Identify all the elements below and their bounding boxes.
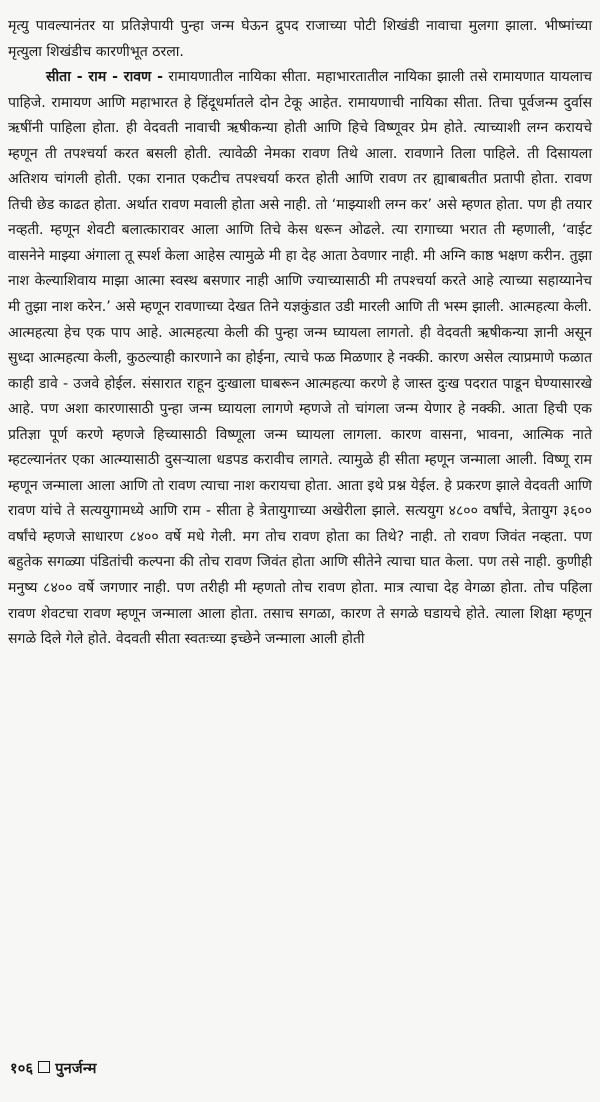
section-heading: सीता - राम - रावण - (46, 69, 163, 86)
square-bullet-icon (38, 1061, 50, 1073)
page-footer (10, 1058, 97, 1078)
paragraph-body: रामायणातील नायिका सीता. महाभारतातील नायिका झाली तसे रामायणात यायलाच पाहिजे. रामायण आणि महाभारत हे हिंदूधर्मातले दोन टेकू आहेत. रामायणाची नायिका सीता. तिचा पूर्वजन्म दुर्वास ऋषींनी पाहिला होता. ही वेदवती नावाची ऋषीकन्या होती आणि हिचे विष्णूवर प्रेम होते. त्याच्याशी लग्न करायचे म्हणून ती तपश्चर्या करत बसली होती. त्यावेळी नेमका रावण तिथे आला. रावणाने तिला पाहिले. ती दिसायला अतिशय चांगली होती. एका रानात एकटीच तपश्चर्या करत होती आणि रावण तर ह्याबाबतीत प्रतापी होता. रावण तिची छेड काढत होता. अर्थात रावण मवाली होता असे नाही. तो ‘माझ्याशी लग्न कर’ असे म्हणत होता. पण ही तयार नव्हती. म्हणून शेवटी बलात्कारावर आला आणि तिचे केस धरून ओढले. त्या रागाच्या भरात ती म्हणाली, ‘वाईट वासनेने माझ्या अंगाला तू स्पर्श केला आहेस त्यामुळे मी हा देह आता ठेवणार नाही. मी अग्नि काष्ठ भक्षण करीन. तुझा नाश केल्याशिवाय माझा आत्मा स्वस्थ बसणार नाही आणि ज्याच्यासाठी मी तपश्चर्या करते आहे त्याच्या सहाय्यानेच मी तुझा नाश करेन.’ असे म्हणून रावणाच्या देखत तिने यज्ञकुंडात उडी मारली आणि ती भस्म झाली. आत्महत्या केली. आत्महत्या हेच एक पाप आहे. आत्महत्या केली की पुन्हा जन्म घ्यायला लागतो. ही वेदवती ऋषीकन्या ज्ञानी असून सुध्दा आत्महत्या केली, कुठल्याही कारणाने का होईना, त्याचे फळ मिळणार हे नक्की. कारण असेल त्याप्रमाणे फळात काही डावे - उजवे होईल. संसारात राहून दुःखाला घाबरून आत्महत्या करणे हे जास्त दुःख पदरात पाडून घेण्यासारखे आहे. पण अशा कारणासाठी पुन्हा जन्म घ्यायला लागणे म्हणजे तो चांगला जन्म येणार हे नक्की. आता हिची एक प्रतिज्ञा पूर्ण करणे म्हणजे हिच्यासाठी विष्णूला जन्म घ्यायला लागला. कारण वासना, भावना, आत्मिक नाते म्हटल्यानंतर एका आत्म्यासाठी दुसऱ्याला धडपड करावीच लागते. त्यामुळे ही सीता म्हणून जन्माला आली. विष्णू राम म्हणून जन्माला आला आणि तो रावण त्याचा नाश करायचा होता. आता इथे प्रश्न येईल. हे प्रकरण झाले वेदवती आणि रावण यांचे ते सत्ययुगामध्ये आणि राम - सीता हे त्रेतायुगाच्या अखेरीला झाले. सत्ययुग ४८०० वर्षांचे, त्रेतायुग ३६०० वर्षांचे म्हणजे साधारण ८४०० वर्षे मधे गेली. मग तोच रावण होता का तिथे? नाही. तो रावण जिवंत नव्हता. पण बहुतेक सगळ्या पंडितांची कल्पना की तोच रावण जिवंत होता आणि सीतेने त्याचा घात केला. पण तसे नाही. कुणीही मनुष्य ८४०० वर्षे जगणार नाही. पण तरीही मी म्हणतो तोच रावण होता. मात्र त्याचा देह वेगळा होता. तोच पहिला रावण शेवटचा रावण म्हणून जन्माला आला होता. तसाच सगळा, कारण ते सगळे घडायचे होते. त्याला शिक्षा म्हणून सगळे दिले गेले होते. वेदवती सीता स्वतःच्या इच्छेने जन्माला आली होती (8, 69, 592, 648)
book-title: पुनर्जन्म (55, 1061, 97, 1077)
paragraph-sita-ram-ravan (8, 65, 592, 653)
paragraph-shikhandi: मृत्यु पावल्यानंतर या प्रतिज्ञेपायी पुन्हा जन्म घेऊन द्रुपद राजाच्या पोटी शिखंडी नावाचा मुलगा झाला. भीष्मांच्या मृत्युला शिखंडीच कारणीभूत ठरला. (8, 18, 592, 60)
page-number: १०६ (10, 1061, 34, 1077)
